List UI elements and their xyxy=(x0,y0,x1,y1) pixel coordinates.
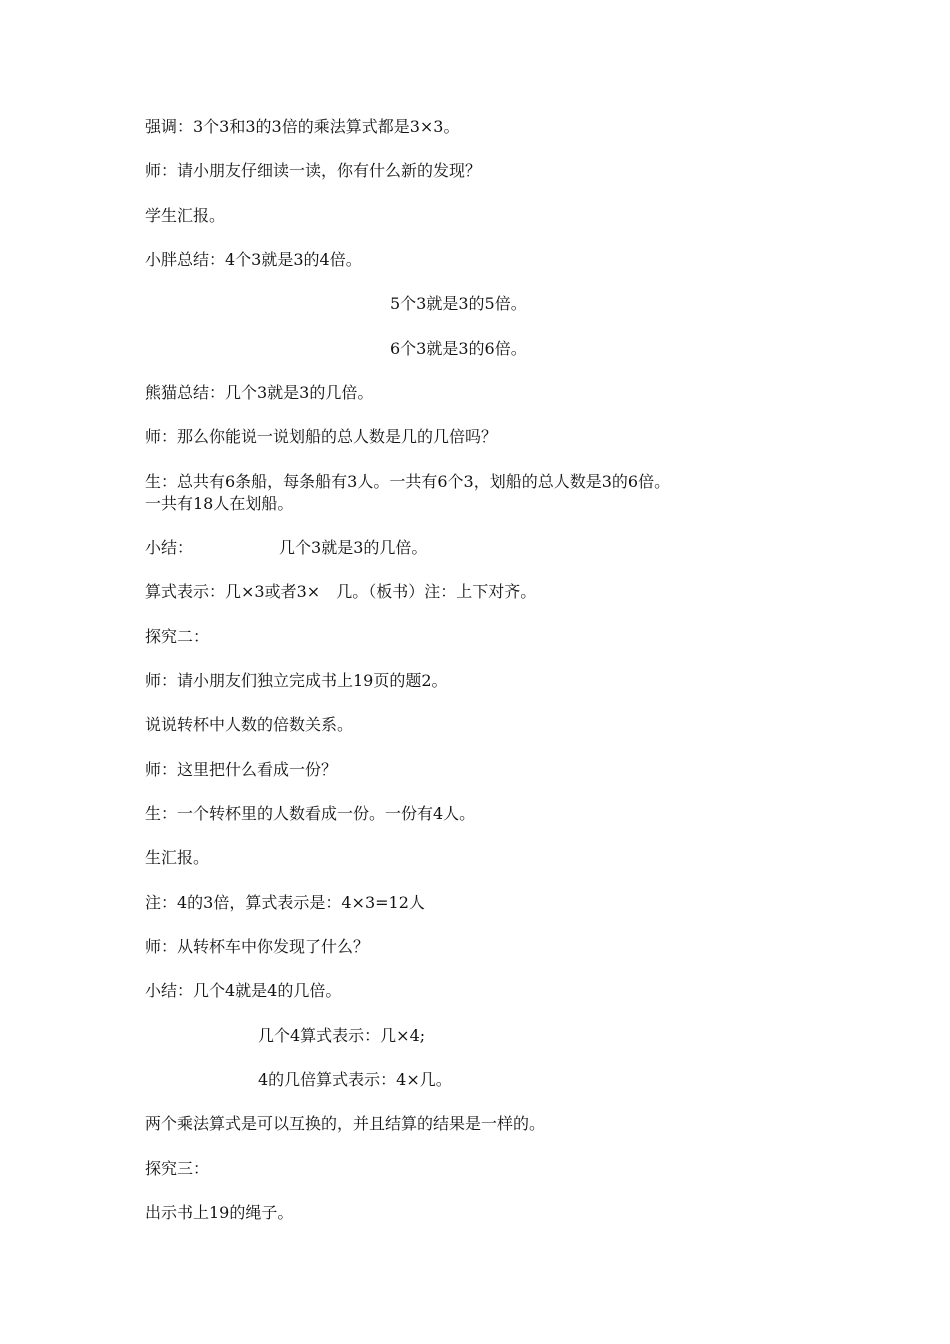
text-line: 两个乘法算式是可以互换的，并且结算的结果是一样的。 xyxy=(145,1114,546,1133)
text-line: 小胖总结：4个3就是3的4倍。 xyxy=(145,250,362,269)
text-segment: 几个3就是3的几倍。 xyxy=(279,538,428,557)
text-line: 小结：几个4就是4的几倍。 xyxy=(145,981,342,1000)
text-line: 师：请小朋友仔细读一读，你有什么新的发现？ xyxy=(145,161,482,180)
text-segment: 算式表示：几×3或者3× xyxy=(145,582,321,601)
text-paragraph xyxy=(145,471,805,515)
text-line: 一共有18人在划船。 xyxy=(145,494,294,513)
text-line: 几个4算式表示：几×4; xyxy=(258,1026,426,1045)
text-segment: 小结： xyxy=(145,538,194,557)
text-line: 5个3就是3的5倍。 xyxy=(390,294,527,313)
text-line: 强调：3个3和3的3倍的乘法算式都是3×3。 xyxy=(145,117,460,136)
text-line: 师：那么你能说一说划船的总人数是几的几倍吗？ xyxy=(145,427,498,446)
text-line xyxy=(145,581,536,603)
text-line: 熊猫总结：几个3就是3的几倍。 xyxy=(145,383,374,402)
text-line: 出示书上19的绳子。 xyxy=(145,1203,294,1222)
text-line: 注：4的3倍，算式表示是：4×3=12人 xyxy=(145,893,425,912)
text-line: 4的几倍算式表示：4×几。 xyxy=(258,1070,452,1089)
text-line: 6个3就是3的6倍。 xyxy=(390,339,527,358)
text-line: 师：从转杯车中你发现了什么？ xyxy=(145,937,370,956)
text-line: 生汇报。 xyxy=(145,848,210,867)
text-line: 师：这里把什么看成一份？ xyxy=(145,760,338,779)
text-line: 探究三： xyxy=(145,1159,210,1178)
text-segment: 几。（板书）注：上下对齐。 xyxy=(336,582,537,601)
text-line: 生：一个转杯里的人数看成一份。一份有4人。 xyxy=(145,804,476,823)
text-line: 说说转杯中人数的倍数关系。 xyxy=(145,715,354,734)
text-line xyxy=(145,537,427,559)
text-line: 探究二： xyxy=(145,627,210,646)
text-line: 生：总共有6条船，每条船有3人。一共有6个3，划船的总人数是3的6倍。 xyxy=(145,472,671,491)
text-line: 师：请小朋友们独立完成书上19页的题2。 xyxy=(145,671,448,690)
text-line: 学生汇报。 xyxy=(145,206,226,225)
